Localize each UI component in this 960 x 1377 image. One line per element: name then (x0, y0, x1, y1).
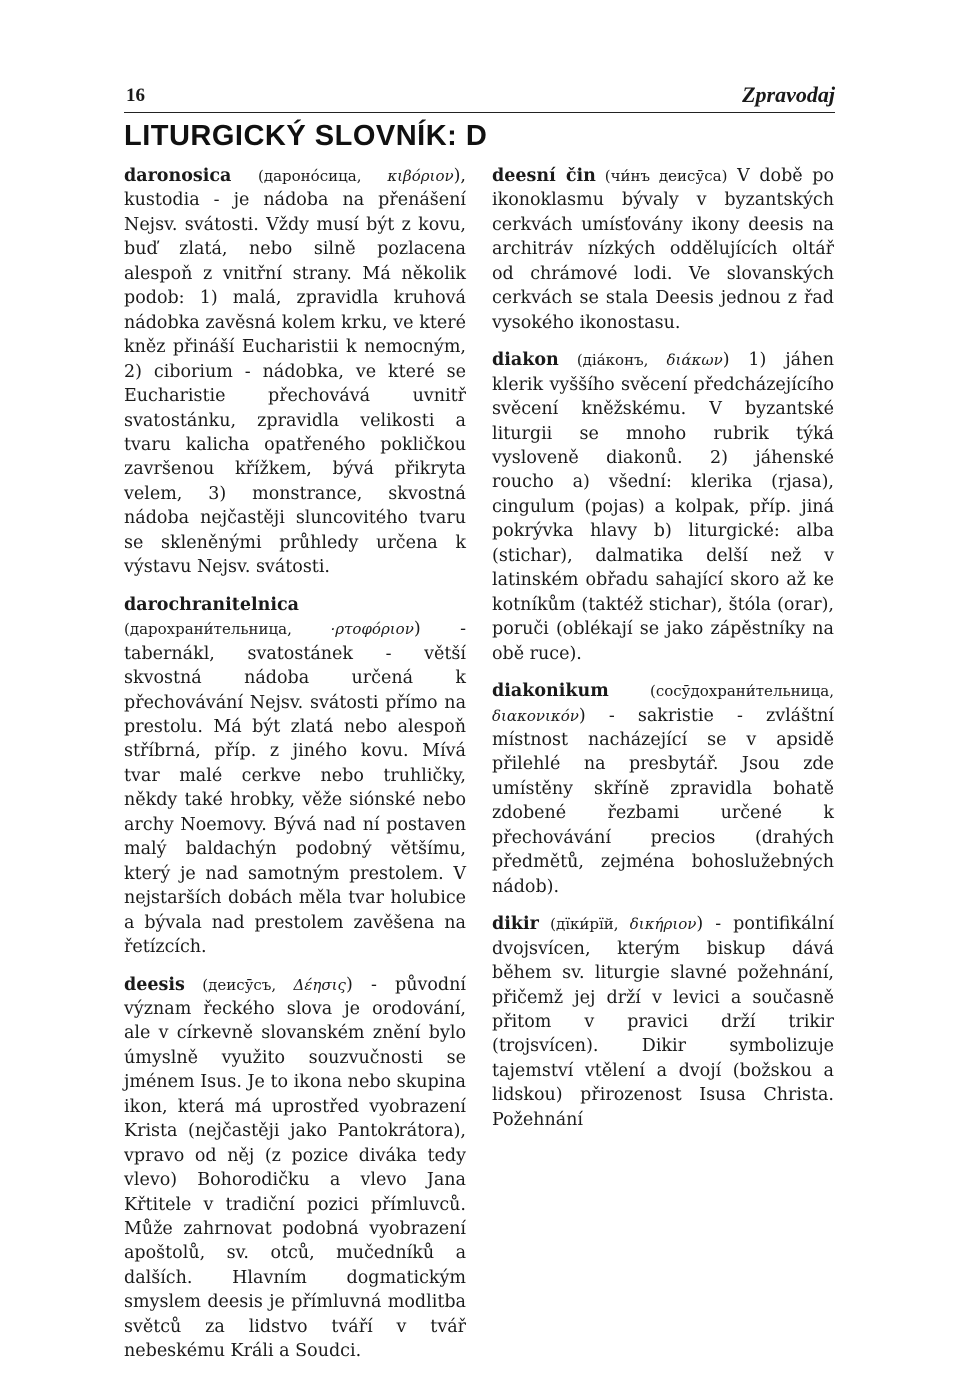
entry-deesis (124, 973, 466, 1364)
entry-diakon (492, 348, 834, 666)
entry-greek: κιβóριον (361, 167, 454, 185)
entry-slavonic: (дїки́рїй, (538, 915, 619, 934)
page-number: 16 (126, 85, 145, 106)
entry-term: darochranitelnica (124, 594, 300, 615)
entry-text: ) - pontifikální dvojsvícen, kterým biskup dává během sv. liturgie slavné požehnání, přičemž jej drží v levici a současně přitom v pravici drží trikir (trojsvícen). Dikir symbolizuje tajemství vtělení a dvojí (božskou a lidskou) přirozenost Isusa Christa. Požehnání (492, 914, 834, 1130)
journal-title: Zpravodaj (742, 82, 835, 107)
entry-text: ), kustodia - je nádoba na přenášení Nejsv. svátosti. Vždy musí být z kovu, buď zlatá, nebo silně pozlacena alespoň z vnitřní strany. Má několik podob: 1) malá, zpravidla kruhová nádobka zavěsná kolem krku, ve které kněz přináší Eucharistii k nemocným, 2) ciborium - nádobka, ve které se Eucharistie přechovává uvnitř svatostánku, zpravidla velikosti a tvaru kalicha opatřeného pokličkou završenou křížkem, bývá přikryta velem, 3) monstrance, skvostná nádoba nejčastěji sluncovitého tvaru se skleněnými průhledy určena k výstavu Nejsv. svátosti. (124, 166, 466, 578)
entry-dikir (492, 912, 834, 1132)
entry-greek: ·ρτοφóριον (291, 620, 414, 639)
entry-text: V době po ikonoklasmu bývaly v byzantských cerkvách umísťovány ikony deesis na architráv nízkých oddělujících oltář od chrámové lodi. Ve slovanských cerkvách se stala Deesis jednou z řad vysokého ikonostasu. (492, 166, 834, 333)
entry-term: dikir (492, 914, 539, 935)
left-column (124, 164, 466, 1377)
entry-slavonic: (деисӯсъ, (184, 975, 277, 994)
entry-slavonic: (дарохрани́тельница, (124, 620, 292, 639)
entry-text: ) - tabernákl, svatostánek - větší skvostná nádoba určená k přechovávání Nejsv. svátosti přímo na prestolu. Má být zlatá nebo alespoň stříbrná, příp. z jiného kovu. Mívá tvar malé cerkve nebo truhličky, někdy také hrobky, věže siónské nebo archy Noemovy. Bývá nad ní postaven malý baldachýn podobný většímu, který je nad samotným prestolem. V nejstarších dobách měla tvar holubice a bývala nad prestolem zavěšena na řetízcích. (124, 619, 466, 958)
entry-diakonikum (492, 679, 834, 899)
entry-greek: δικήριον (618, 915, 697, 934)
entry-daronosica (124, 164, 466, 580)
entry-term: diakon (492, 350, 559, 371)
entry-greek: διακονικόν (492, 706, 579, 725)
entry-darochranitelnica (124, 593, 466, 960)
entry-term: deesis (124, 974, 185, 995)
page-header (124, 82, 835, 113)
entry-slavonic: (чи́нъ деисӯса) (595, 167, 728, 185)
entry-deesni-cin (492, 164, 834, 335)
entry-term: diakonikum (492, 681, 609, 702)
entry-slavonic: (діа́конъ, (558, 351, 649, 370)
entry-greek: διάκων (648, 351, 723, 370)
section-title: LITURGICKÝ SLOVNÍK: D (124, 120, 488, 152)
entry-greek: Δέησις (276, 975, 346, 994)
entry-text: ) 1) jáhen klerik vyššího svěcení předcházejícího svěcení kněžskému. V byzantské liturgii se mnoho rubrik týká vysloveně diakonů. 2) jáhenské roucho a) všední: klerika (rjasa), cingulum (pojas) a kolpak, příp. jiná pokrývka hlavy b) liturgické: alba (stichar), dalmatika delší než v latinském obřadu sahající skoro až ke kotníkům (taktéž stichar), štóla (orar), poruči (oblékají se jako zápěstníky na obě ruce). (492, 350, 835, 664)
entry-text: ) - sakristie - zvláštní místnost nacházející se v apsidě přilehlé na presbytář. Jsou zde umístěny skříně zpravidla bohatě zdobené řezbami určené k přechovávání precios (drahých předmětů, zejména bohoslužebných nádob). (492, 705, 834, 897)
entry-term: deesní čin (492, 166, 596, 186)
entry-text: ) - původní význam řeckého slova je orodování, ale v církevně slovanském znění bylo úmyslně využito souzvučnosti se jménem Isus. Je to ikona nebo skupina ikon, která má uprostřed vyobrazení Krista (nejčastěji jako Pantokrátora), vpravo od něj (z pozice diváka tedy vlevo) Bohorodičku a vlevo Jana Křtitele v tradiční pozici přímluvců. Může zahrnovat podobná vyobrazení apoštolů, sv. otců, mučedníků a dalších. Hlavním dogmatickým smyslem deesis je přímluvná modlitba světců za lidstvo tváří v tvář nebeskému Králi a Soudci. (124, 974, 466, 1362)
right-column (492, 164, 834, 1145)
entry-slavonic: (даронóсица, (258, 167, 362, 185)
entry-term: daronosica (124, 166, 232, 186)
entry-slavonic: (сосӯдохрани́тельница, (608, 682, 834, 701)
